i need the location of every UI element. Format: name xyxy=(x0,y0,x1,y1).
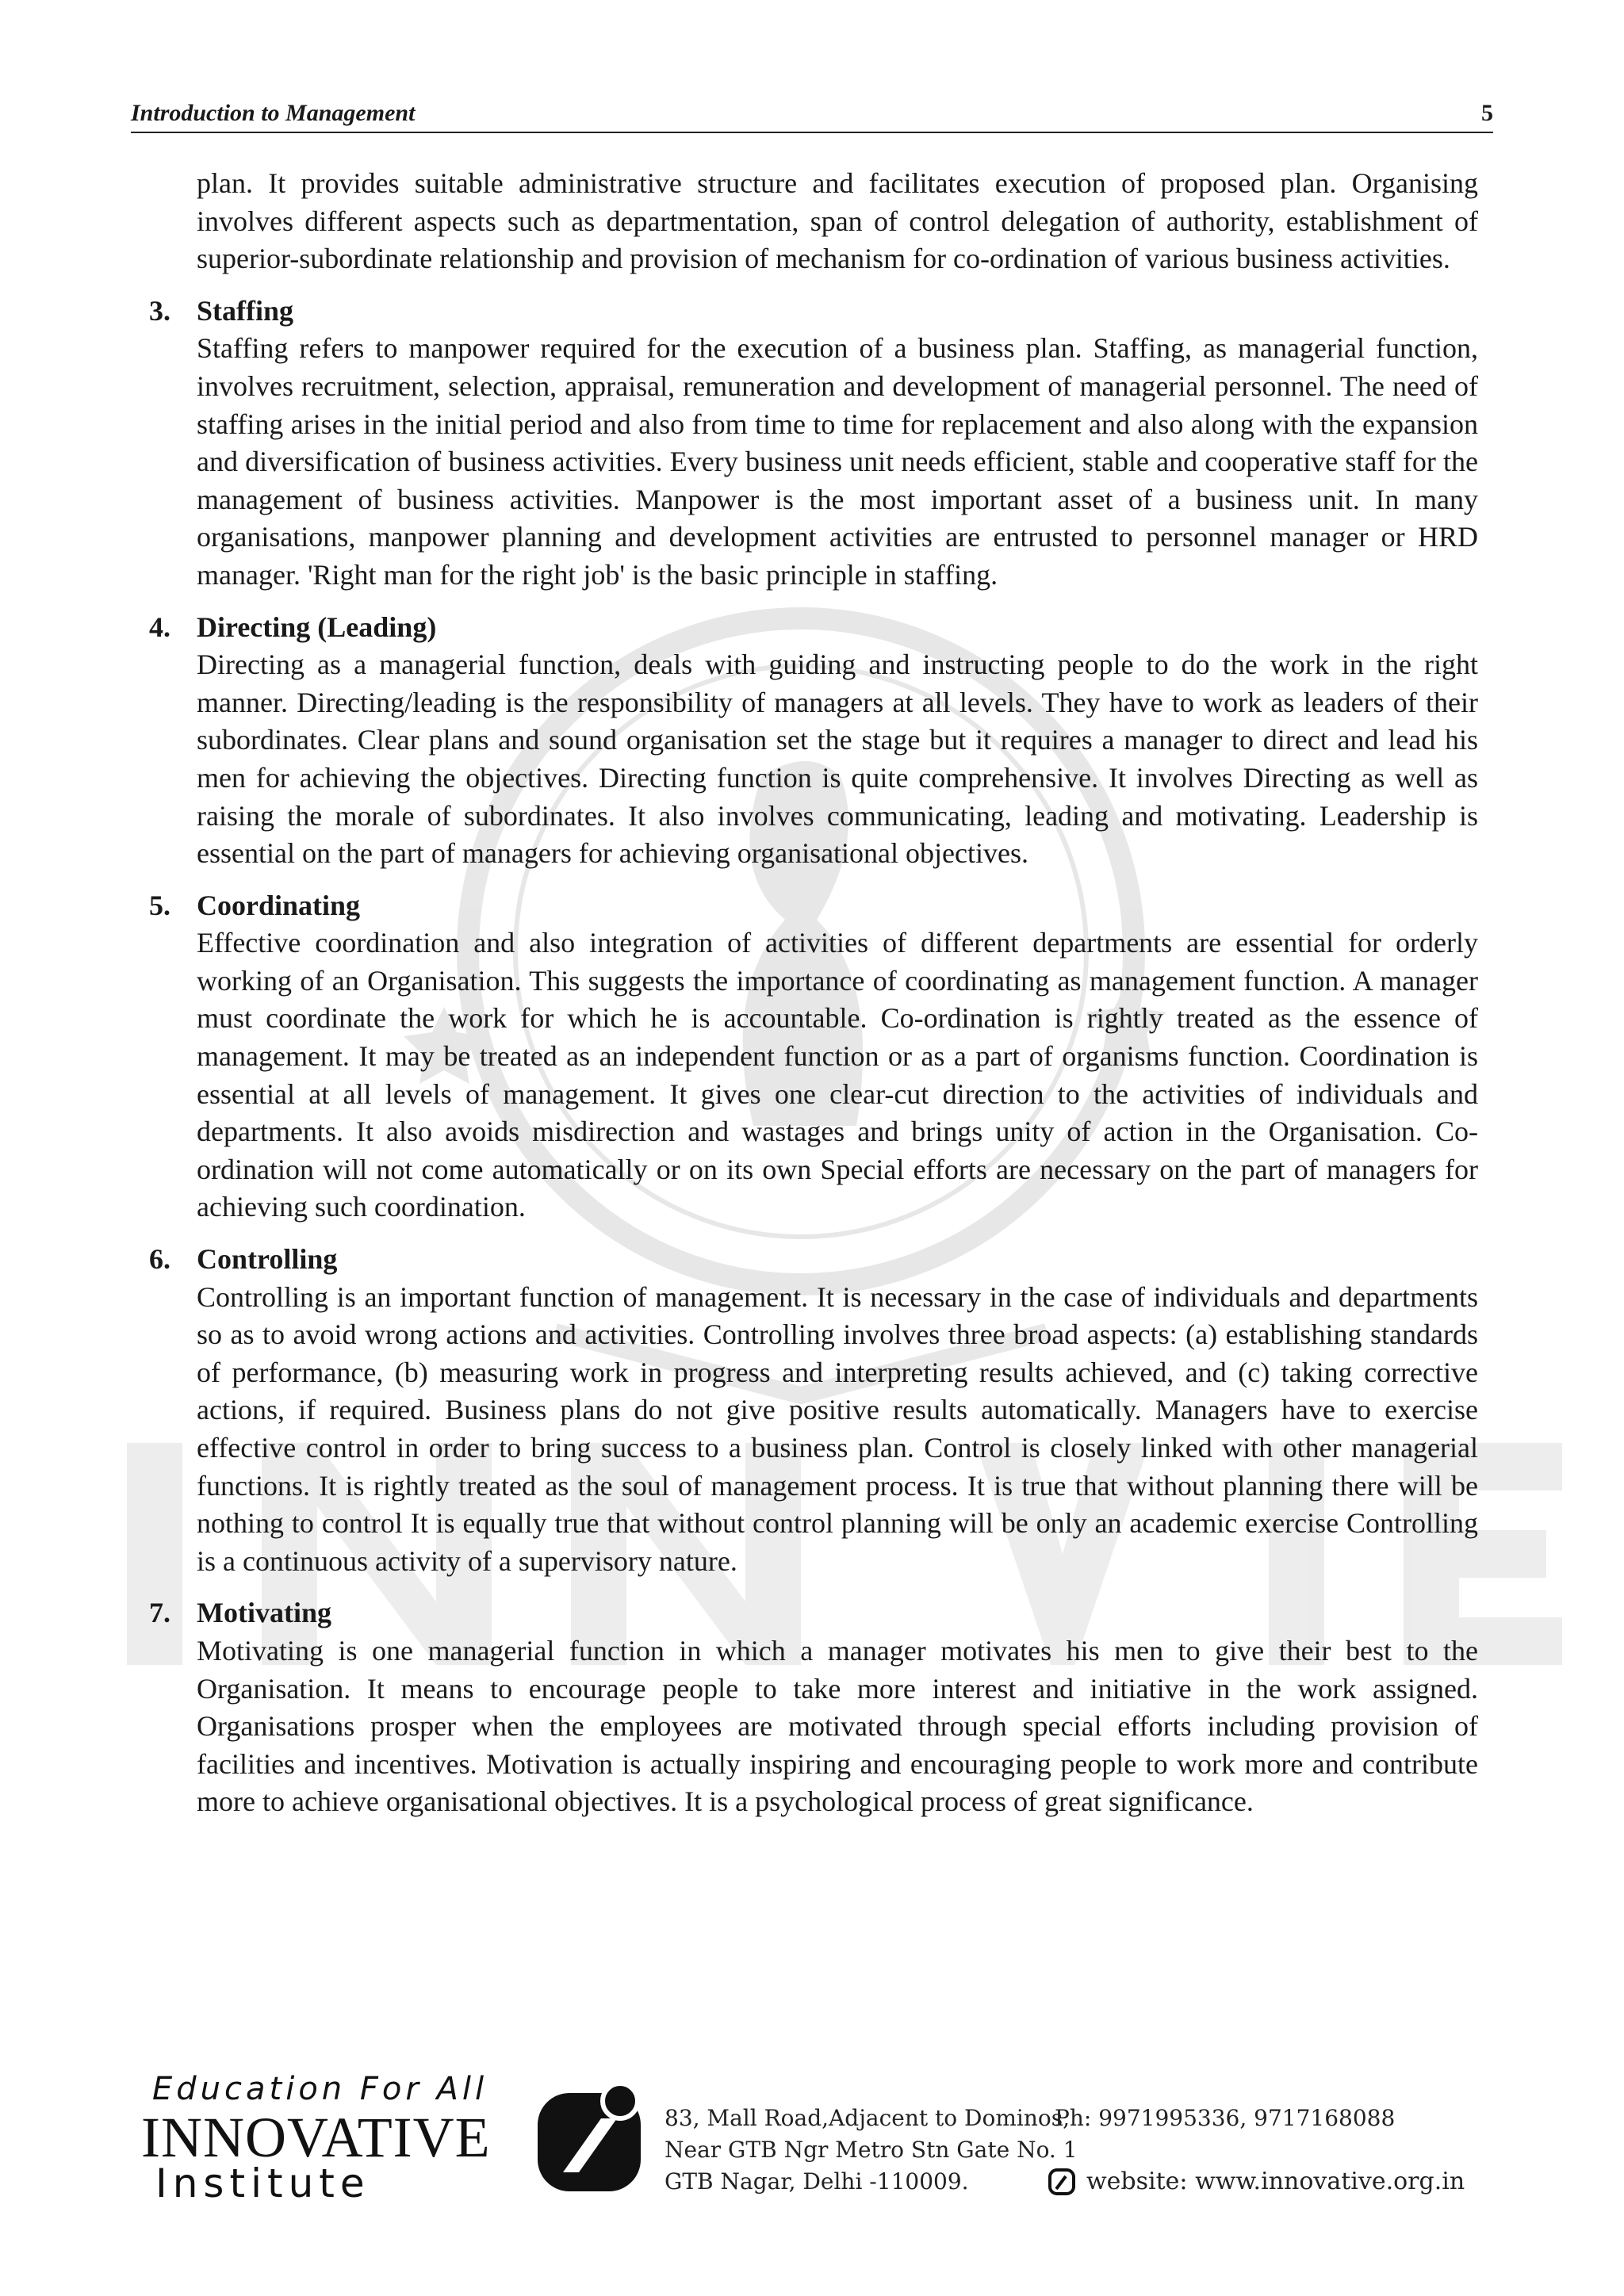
address-line: Near GTB Ngr Metro Stn Gate No. 1 xyxy=(665,2137,1078,2163)
page-footer xyxy=(135,2071,1491,2206)
section-number: 4. xyxy=(149,610,170,643)
globe-icon xyxy=(1048,2168,1075,2195)
section-body: Effective coordination and also integration of activities of different departments are essential for orderly working of an Organisation. This suggests the importance of coordinating as management function. A manager must coordinate the work for which he is accountable. Co-ordination is rightly treated as the essence of management. It may be treated as an independent function or as a part of organisms function. Coordination is essential at all levels of management. It gives one clear-cut direction to the activities of individuals and departments. It also avoids misdirection and wastages and brings unity of action in the Organisation. Co-ordination will not come automatically or on its own Special efforts are necessary on the part of managers for achieving such coordination. xyxy=(197,927,1478,1223)
section-heading: Controlling xyxy=(197,1243,338,1276)
page-content xyxy=(149,165,1478,1821)
section-number: 3. xyxy=(149,294,170,327)
section-motivating xyxy=(149,1594,1478,1821)
address-line: 83, Mall Road,Adjacent to Dominos, xyxy=(665,2105,1070,2131)
section-staffing xyxy=(149,293,1478,595)
section-heading: Coordinating xyxy=(197,889,361,921)
section-coordinating xyxy=(149,887,1478,1226)
section-controlling xyxy=(149,1241,1478,1580)
running-title: Introduction to Management xyxy=(131,100,416,126)
page-header xyxy=(131,100,1493,133)
address-block xyxy=(665,2103,1078,2198)
section-body: Motivating is one managerial function in which a manager motivates his men to give their best to the Organisation. It means to encourage people to take more interest and initiative in the work assigned. Organisations prosper when the employees are motivated through special efforts including provision of facilities and incentives. Motivation is actually inspiring and encouraging people to work more and contribute more to achieve organisational objectives. It is a psychological process of great significance. xyxy=(197,1634,1478,1818)
phone-numbers: Ph: 9971995336, 9717168088 xyxy=(1055,2105,1396,2131)
website-block xyxy=(1048,2166,1465,2198)
page-number: 5 xyxy=(1481,100,1493,126)
intro-paragraph: plan. It provides suitable administrative structure and facilitates execution of proposed plan. Organising involves different aspects such as departmentation, span of control delegation of authority, establishment of superior-subordinate relationship and provision of mechanism for co-ordination of various business activities. xyxy=(197,167,1478,275)
website-link[interactable]: website: www.innovative.org.in xyxy=(1086,2168,1465,2195)
brand-name: INNOVATIVE xyxy=(141,2106,491,2169)
section-body: Controlling is an important function of management. It is necessary in the case of individuals and departments so as to avoid wrong actions and activities. Controlling involves three broad aspects: (a) establishing standards of performance, (b) measuring work in progress and interpreting results achieved, and (c) taking corrective actions, if required. Business plans do not give positive results automatically. Managers have to exercise effective control in order to bring success to a business plan. Control is closely linked with other managerial functions. It is rightly treated as the soul of management process. It is true that without planning there will be nothing to control It is equally true that without control planning will be only an academic exercise Controlling is a continuous activity of a supervisory nature. xyxy=(197,1280,1478,1577)
section-body: Directing as a managerial function, deals with guiding and instructing people to do the work in the right manner. Directing/leading is the responsibility of managers at all levels. They have to work as leaders of their subordinates. Clear plans and sound organisation set the stage but it requires a manager to direct and lead his men for achieving the objectives. Directing function is quite comprehensive. It involves Directing as well as raising the morale of subordinates. It also involves communicating, leading and motivating. Leadership is essential on the part of managers for achieving organisational objectives. xyxy=(197,649,1478,870)
brand-tagline: Education For All xyxy=(152,2071,488,2107)
section-body: Staffing refers to manpower required for the execution of a business plan. Staffing, as managerial function, involves recruitment, selection, appraisal, remuneration and development of managerial personnel. The need of staffing arises in the initial period and also from time to time for replacement and also along with the expansion and diversification of business activities. Every business unit needs efficient, stable and cooperative staff for the management of business activities. Manpower is the most important asset of a business unit. In many organisations, manpower planning and development activities are entrusted to personnel manager or HRD manager. 'Right man for the right job' is the basic principle in staffing. xyxy=(197,332,1478,591)
section-number: 6. xyxy=(149,1243,170,1276)
section-directing xyxy=(149,609,1478,873)
section-heading: Directing (Leading) xyxy=(197,610,437,643)
address-line: GTB Nagar, Delhi -110009. xyxy=(665,2168,969,2195)
section-heading: Staffing xyxy=(197,294,294,327)
section-number: 7. xyxy=(149,1597,170,1629)
brand-subtitle: Institute xyxy=(155,2160,370,2206)
institute-logo-icon xyxy=(531,2077,658,2196)
section-heading: Motivating xyxy=(197,1597,331,1629)
section-number: 5. xyxy=(149,889,170,921)
